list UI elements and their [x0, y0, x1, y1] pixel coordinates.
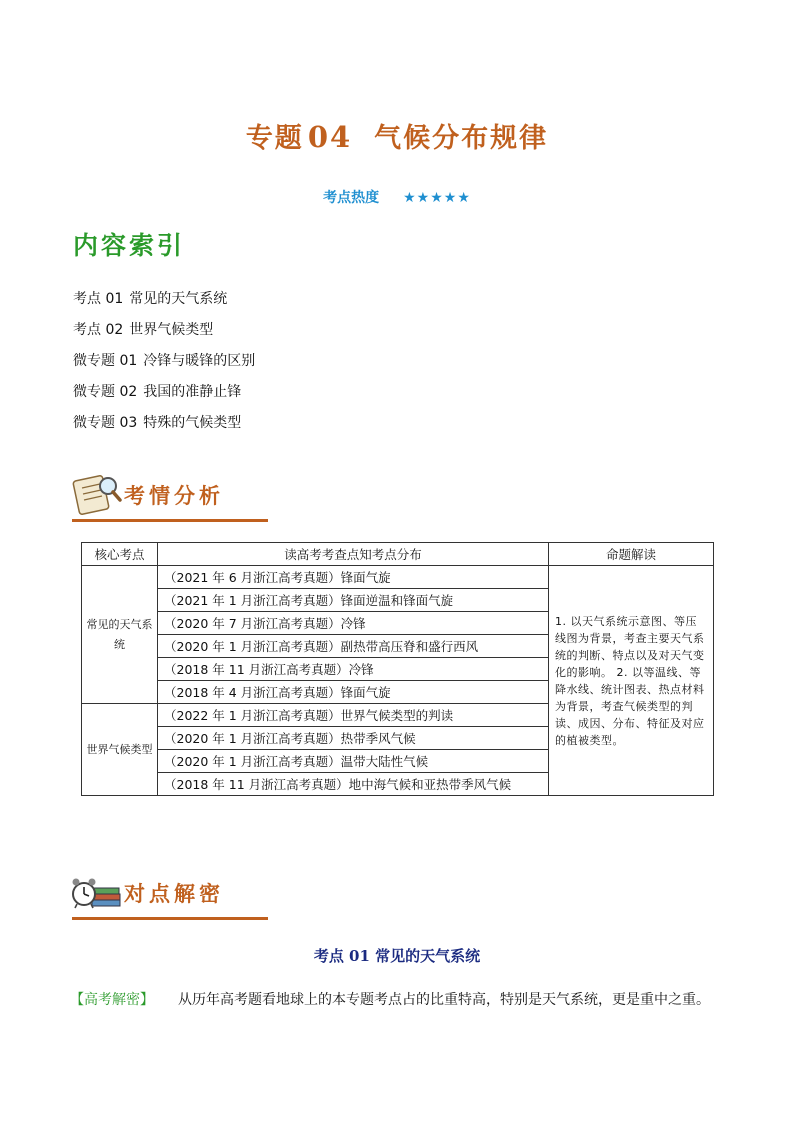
clock-books-icon — [70, 870, 122, 914]
decoding-divider — [72, 917, 268, 920]
exam-cell: （2020 年 1 月浙江高考真题）热带季风气候 — [158, 727, 549, 750]
index-heading: 内容索引 — [73, 231, 186, 260]
exam-cell: （2018 年 11 月浙江高考真题）地中海气候和亚热带季风气候 — [158, 773, 549, 796]
heat-rating — [0, 187, 794, 207]
analysis-table — [81, 542, 714, 796]
index-item-text: 常见的天气系统 — [129, 291, 228, 307]
decode-text: 从历年高考题看地球上的本专题考点占的比重特高，特别是天气系统，更是重中之重。 — [178, 992, 710, 1008]
index-item[interactable] — [73, 319, 213, 339]
index-item-text: 世界气候类型 — [129, 322, 214, 338]
index-item-text: 冷锋与暖锋的区别 — [143, 353, 256, 369]
header-distribution: 读高考考查点知考点分布 — [158, 543, 549, 566]
table-row — [82, 566, 714, 589]
analysis-divider — [72, 519, 268, 522]
header-interpretation: 命题解读 — [549, 543, 714, 566]
decoding-banner — [70, 870, 270, 920]
notebook-magnifier-icon — [70, 472, 122, 516]
analysis-banner — [70, 472, 270, 522]
title-prefix: 专题 — [245, 123, 304, 154]
exam-cell: （2020 年 1 月浙江高考真题）温带大陆性气候 — [158, 750, 549, 773]
header-core: 核心考点 — [82, 543, 158, 566]
index-item[interactable] — [73, 381, 241, 401]
exam-cell: （2021 年 6 月浙江高考真题）锋面气旋 — [158, 566, 549, 589]
core-point-cell: 世界气候类型 — [82, 704, 158, 796]
index-item-code: 微专题 01 — [73, 353, 138, 369]
exam-cell: （2022 年 1 月浙江高考真题）世界气候类型的判读 — [158, 704, 549, 727]
heat-label: 考点热度 — [323, 190, 380, 206]
index-item[interactable] — [73, 412, 241, 432]
exam-cell: （2020 年 1 月浙江高考真题）副热带高压脊和盛行西风 — [158, 635, 549, 658]
decode-paragraph — [70, 989, 710, 1009]
page-title — [0, 116, 794, 155]
index-item-code: 微专题 02 — [73, 384, 138, 400]
title-name: 气候分布规律 — [374, 123, 549, 154]
point-title: 考点 01 常见的天气系统 — [313, 947, 481, 965]
analysis-heading: 考情分析 — [124, 484, 224, 508]
index-item-text: 我国的准静止锋 — [143, 384, 242, 400]
core-point-cell: 常见的天气系统 — [82, 566, 158, 704]
decoding-heading: 对点解密 — [124, 882, 224, 906]
index-item-code: 微专题 03 — [73, 415, 138, 431]
decode-tag: 【高考解密】 — [70, 992, 154, 1008]
table-header-row — [82, 543, 714, 566]
index-item[interactable] — [73, 288, 227, 308]
exam-cell: （2020 年 7 月浙江高考真题）冷锋 — [158, 612, 549, 635]
heat-stars: ★★★★★ — [403, 190, 471, 206]
index-item-code: 考点 02 — [73, 322, 124, 338]
index-item-text: 特殊的气候类型 — [143, 415, 242, 431]
exam-cell: （2018 年 11 月浙江高考真题）冷锋 — [158, 658, 549, 681]
index-item[interactable] — [73, 350, 255, 370]
title-number: 04 — [307, 120, 353, 154]
interpretation-cell: 1. 以天气系统示意图、等压线图为背景，考查主要天气系统的判断、特点以及对天气变化的影响。 2. 以等温线、等降水线、统计图表、热点材料为背景，考查气候类型的判读、成因、分布、特征及对应的植被类型。 — [549, 566, 714, 796]
exam-cell: （2018 年 4 月浙江高考真题）锋面气旋 — [158, 681, 549, 704]
index-item-code: 考点 01 — [73, 291, 124, 307]
exam-cell: （2021 年 1 月浙江高考真题）锋面逆温和锋面气旋 — [158, 589, 549, 612]
